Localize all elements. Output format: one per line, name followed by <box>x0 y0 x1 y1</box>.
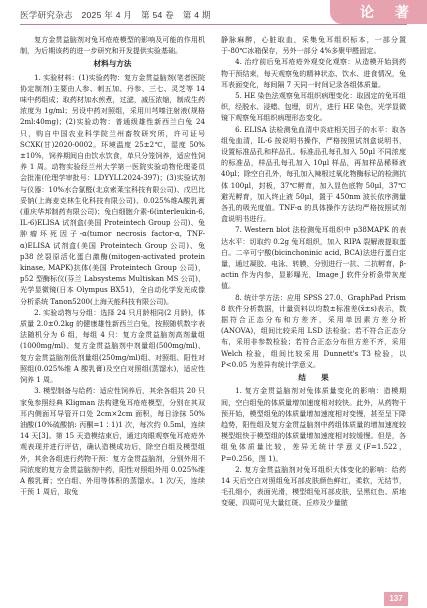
results-heading: 结 果 <box>298 373 329 383</box>
results-paragraph: 2. 复方金贯益脑剂对兔耳组织大体变化的影响：给药 14 天后空白对照组兔耳部皮肤颜色鲜红，柔软，无结节，毛孔细小，表面光滑，模型组兔耳部皮肤，呈黑红色、质地变硬、四周可见大量红斑、丘疹及少量脓 <box>221 464 406 508</box>
methods-paragraph: 3. 模型制备与给药：适应性饲养后，其余各组共 20 只家兔参照经典 Kligman 法构建兔耳疮疮模型，分别在其双耳内侧面耳导管开口处 2cm×2cm 面积，每日涂抹 50%油酸(10%硫酸钠: 丙酮=1∶1)1 次，每次约 0.5ml，连续 14 天[3]。第 15 天造模结束后，通过肉眼观察兔耳疮疮外观表现并进行评估，确认造模成功后，除空白组及模型组外，其余各组进行药物干预：复方金贯益脑剂，分别外用不同浓度的复方金贯益脑剂中药，阳性对照组外用 0.025%维 A 酸乳膏；空白组、外用等体积的蒸馏水。1 次/天，连续干预 1 周后，取兔 <box>20 386 205 497</box>
running-head <box>20 9 217 21</box>
header-rule <box>20 24 407 25</box>
methods-paragraph: 静脉麻醉，心脏取血，采集兔耳组织标本，一部分置于-80℃冰箱保存，另外一部分 4%多聚甲醛固定。 <box>221 35 406 56</box>
results-paragraph: 1. 复方金贯益脑剂对兔体质量变化的影响：造模期间，空白组兔的体质量增加速度相对较快。此外，从药物干预开始，模型组兔的体质量增加速度相对变慢，甚至呈下降趋势，阳性组及复方金贯益脑剂中药组体质量的增加速度较模型组快于模型组的体质量增加速度相对较缓慢。但是，各组兔体质量比较，差异无统计学意义(F=1.522，P=0.256，图 1)。 <box>221 386 406 463</box>
right-column <box>221 34 406 509</box>
methods-paragraph: 4. 治疗前后兔耳疮疮外观变化观察：从造模开始到药物干预结束，每天观察兔的精神状态、饮水、进食情况，兔耳表面变化，每间隔 7 天同一时间记录各组体质量。 <box>221 57 406 89</box>
section-logo: 论 著 <box>360 5 417 21</box>
methods-paragraph: 7. Western blot 法检测兔耳组织中 p38MAPK 的表达水平：切取约 0.2g 兔耳组织，加入 RIPA 裂解液提取蛋白。二辛可宁酸(bicinchoninic acid, BCA)法进行蛋白定量，通过凝胶、电泳、转膜，分别进行一抗、二抗孵育，β-actin 作为内参，显影曝光，Image J 软件分析条带灰度值。 <box>221 225 406 291</box>
methods-paragraph: 2. 实验动物与分组：选择 24 只月龄相同(2 月龄)，体质量 2.0±0.2kg 的健康雄性新西兰白兔，按照随机数字表法随机分为 6 组，每组 4 只：复方金贯益脑剂高剂量组(1000mg/ml)、复方金贯益脑剂中剂量组(500mg/ml)、复方金贯益脑剂低剂量组(250mg/ml)组、对照组、阳性对照组(0.025%维 A 酸乳膏)及空白对照组(蒸馏水)，适应性饲养 1 周。 <box>20 307 205 385</box>
methods-paragraph: 8. 统计学方法：应用 SPSS 27.0、GraphPad Prism 8 软件分析数据，计量资料以均数±标准差(x̄±s)表示，数据符合正态分布和方差齐，采用单因素方差分析(ANOVA)，组间比较采用 LSD 法检验；若不符合正态分布，采用非参数检验；若符合正态分布但方差不齐，采用 Welch 检验，组间比较采用 Dunnett's T3 检验，以 P<0.05 为差异有统计学意义。 <box>221 292 406 369</box>
page-number: 137 <box>384 592 408 606</box>
page-header <box>0 0 427 34</box>
methods-paragraph: 6. ELISA 法检测兔血清中炎症相关因子的水平：取各组兔血清，IL-6 按说明书操作，严格按照试剂盒说明书，设置标准品孔和样品孔。标准品孔每孔加入 50μl 不同浓度的标准品，样品孔每孔加入 10μl 样品，再加样品稀释液 40μl；除空白孔外，每孔加入辣根过氧化物酶标记的检测抗体 100μl，封板，37℃孵育，加入显色底物 50μl，37℃避光孵育，加入终止液 50μl，置于 450nm 波长依序测量各孔的吸光度值。TNF-α 的具体操作方法均严格按照试剂盒说明书进行。 <box>221 124 406 224</box>
methods-heading: 材料与方法 <box>93 59 132 69</box>
methods-paragraph: 1. 实验材料：(1)实验药物：复方金贯益脑剂(笔者医院协定制剂)主要由人参、刺五加、丹参、三七、灵芝等 14 味中药组成；取药材加水煎煮，过滤，减压浓缩，制成生药浓度为 1g/ml；另设中药对照组，采用川芎嗪注射液(规格 2ml:40mg)；(2)实验动物：普通级雄性新西兰白兔 24 只，购自中国农业科学院兰州畜牧研究所，许可证号 SCXK(甘)2020-0002。环境温度 25±2℃，湿度 50%±10%，饲养期间自由饮水饮食，单只分笼饲养，适应性饲养 1 周。动物实验经兰州大学第一医院实验动物伦理委员会批准(伦理学审批号：LDYYLL2024-397)；(3)实验试剂与仪器：10%水合氯醛(北京索莱宝科技有限公司)、戊巴比妥钠(上海麦克林生化科技有限公司)、0.025%维A酸乳膏(重庆华邦制药有限公司)；兔白细胞介素-6(interleukin-6, IL-6)ELISA 试剂盒(美国 Proteintech Group 公司)、兔肿瘤坏死因子-α(tumor necrosis factor-α, TNF-α)ELISA 试剂盒(美国 Proteintech Group 公司)、兔 p38 丝裂原活化蛋白激酶(mitogen-activated protein kinase, MAPK)抗体(美国 Proteintech Group 公司)，p52 型酶标仪(芬兰 Labsystems Multiskan MS 公司)，光学显微镜(日本 Olympus BX51)，全自动化学发光成像分析系统 Tanon5200(上海天能科技有限公司)。 <box>20 72 205 306</box>
left-column <box>20 34 205 497</box>
intro-paragraph: 复方金贯益脑剂对兔耳疮疮模型的影响及可能的作用机制，为后期该药的进一步研究和开发提供实验基础。 <box>20 35 205 56</box>
journal-name: 医学研究杂志 <box>20 10 73 20</box>
issue-info: 2025 年 4 月 第 54 卷 第 4 期 <box>81 10 211 20</box>
methods-paragraph: 5. HE 染色法观察兔耳组织病理变化：取固定的兔耳组织，经脱水、浸蜡、包埋，切片，进行 HE 染色，光学显微镜下观察兔耳组织病理形态变化。 <box>221 91 406 123</box>
